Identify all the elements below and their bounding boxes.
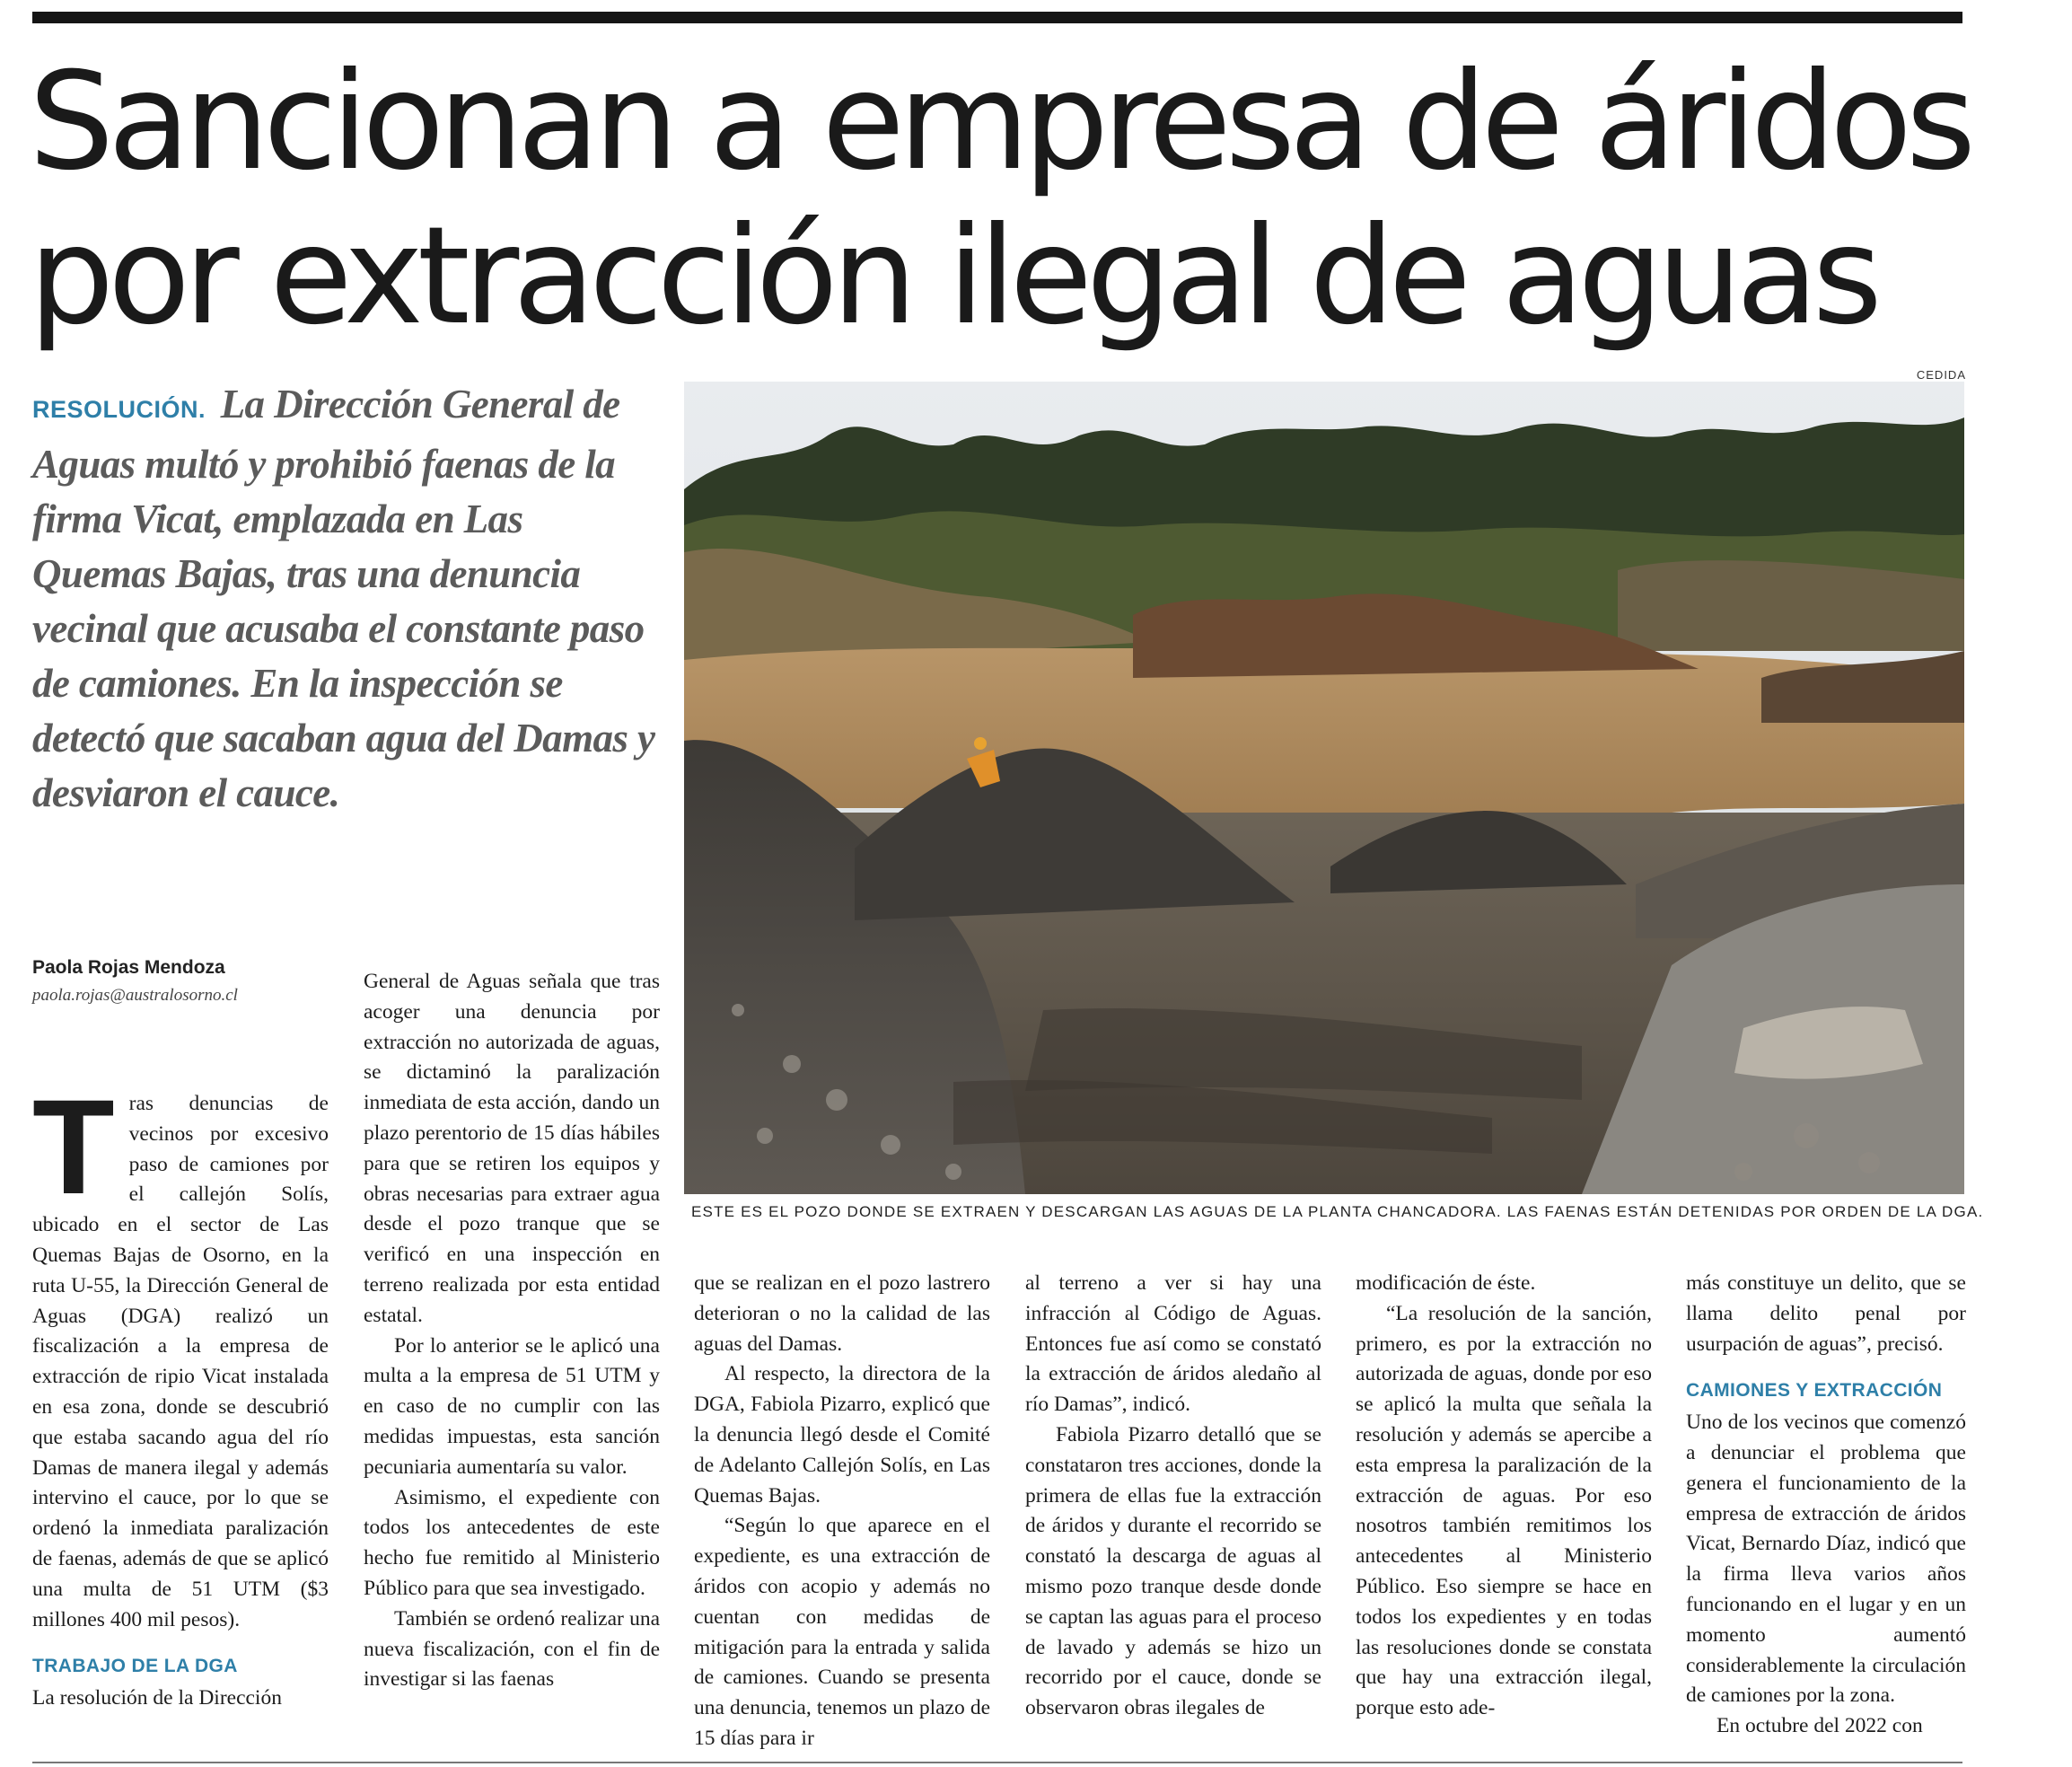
drop-cap: T	[32, 1071, 115, 1222]
lede-kicker: RESOLUCIÓN.	[32, 396, 206, 423]
article-column-6	[1686, 1269, 1966, 1742]
article-photo	[684, 382, 1964, 1194]
paragraph: “La resolución de la sanción, primero, es por la extracción no autorizada de aguas, donde por eso se aplicó la multa que señala la resolución y además se apercibe a esta empresa la paralización de la extracción de aguas. Por eso nosotros también remitimos los antecedentes al Ministerio Público. Eso siempre se hace en todos los expedientes y en todas las resoluciones donde se constata que hay una extracción ilegal, porque esto ade-	[1356, 1301, 1652, 1720]
headline-line-1: Sancionan a empresa de áridos	[29, 44, 1971, 200]
paragraph: Por lo anterior se le aplicó una multa a la empresa de 51 UTM y en caso de no cumplir con las medidas impuestas, esta sanción pecuniaria aumentaría su valor.	[364, 1333, 660, 1479]
headline-line-2: por extracción ilegal de aguas	[29, 198, 1876, 355]
article-column-3	[694, 1269, 990, 1754]
author-name: Paola Rojas Mendoza	[32, 957, 225, 978]
paragraph: Fabiola Pizarro detalló que se constataron tres acciones, donde la primera de ellas fue la extracción de áridos y durante el recorrido se constató la descarga de aguas al mismo pozo tranque desde donde se captan las aguas para el proceso de lavado y además se hizo un recorrido por el cauce, donde se observaron obras ilegales de	[1025, 1422, 1321, 1720]
paragraph: modificación de éste.	[1356, 1271, 1536, 1295]
paragraph: General de Aguas señala que tras acoger una denuncia por extracción no autorizada de aguas, se dictaminó la paralización inmediata de esta acción, dando un plazo perentorio de 15 días hábiles para que se retiren los equipos y obras necesarias para extraer agua desde el pozo tranque que se verificó en una inspección en terreno realizada por esta entidad estatal.	[364, 970, 660, 1327]
lede-text: La Dirección General de Aguas multó y prohibió faenas de la firma Vicat, emplazada en Las Quemas Bajas, tras una denuncia vecinal que acusaba el constante paso de camiones. En la inspección se detectó que sacaban agua del Damas y desviaron el cauce.	[32, 382, 655, 815]
byline	[32, 957, 356, 1006]
photo-credit: CEDIDA	[1916, 368, 1966, 382]
subhead-trabajo-dga: TRABAJO DE LA DGA	[32, 1656, 238, 1677]
paragraph: que se realizan en el pozo lastrero deterioran o no la calidad de las aguas del Damas.	[694, 1271, 990, 1356]
bottom-rule	[32, 1762, 1962, 1763]
headline	[29, 45, 2004, 354]
article-column-4	[1025, 1269, 1321, 1724]
paragraph: al terreno a ver si hay una infracción al Código de Aguas. Entonces fue así como se constató la extracción de áridos aledaño al río Damas”, indicó.	[1025, 1271, 1321, 1417]
lede	[32, 377, 661, 821]
paragraph: También se ordenó realizar una nueva fiscalización, con el fin de investigar si las faenas	[364, 1606, 660, 1692]
paragraph: Asimismo, el expediente con todos los antecedentes de este hecho fue remitido al Ministerio Público para que sea investigado.	[364, 1485, 660, 1600]
paragraph: La resolución de la Dirección	[32, 1686, 282, 1710]
author-email: paola.rojas@australosorno.cl	[32, 986, 238, 1005]
article-column-2	[364, 967, 660, 1695]
article-column-1	[32, 1071, 329, 1714]
article-column-5	[1356, 1269, 1652, 1724]
paragraph: Al respecto, la directora de la DGA, Fabiola Pizarro, explicó que la denuncia llegó desde el Comité de Adelanto Callejón Solís, en Las Quemas Bajas.	[694, 1362, 990, 1508]
paragraph: más constituye un delito, que se llama delito penal por usurpación de aguas”, precisó.	[1686, 1271, 1966, 1356]
top-rule	[32, 12, 1962, 23]
subhead-camiones-extraccion: CAMIONES Y EXTRACCIÓN	[1686, 1380, 1943, 1402]
paragraph: “Según lo que aparece en el expediente, es una extracción de áridos con acopio y además no cuentan con medidas de mitigación para la entrada y salida de camiones. Cuando se presenta una denuncia, tenemos un plazo de 15 días para ir	[694, 1514, 990, 1750]
photo-caption: ESTE ES EL POZO DONDE SE EXTRAEN Y DESCARGAN LAS AGUAS DE LA PLANTA CHANCADORA. LAS FAENAS ESTÁN DETENIDAS POR ORDEN DE LA DGA.	[691, 1203, 1984, 1220]
paragraph: Uno de los vecinos que comenzó a denunciar el problema que genera el funcionamiento de la empresa de extracción de áridos Vicat, Bernardo Díaz, indicó que la firma lleva varios años funcionando en el lugar y en un momento aumentó considerablemente la circulación de camiones por la zona.	[1686, 1411, 1966, 1708]
paragraph: ras denuncias de vecinos por excesivo paso de camiones por el callejón Solís, ubicado en el sector de Las Quemas Bajas de Osorno, en la ruta U-55, la Dirección General de Aguas (DGA) realizó un fiscalización a la empresa de extracción de ripio Vicat instalada en esa zona, donde se descubrió que estaba sacando agua del río Damas de manera ilegal y además intervino el cauce, por lo que se ordenó la inmediata paralización de faenas, además de que se aplicó una multa de 51 UTM ($3 millones 400 mil pesos).	[32, 1092, 329, 1631]
paragraph: En octubre del 2022 con	[1716, 1714, 1923, 1738]
